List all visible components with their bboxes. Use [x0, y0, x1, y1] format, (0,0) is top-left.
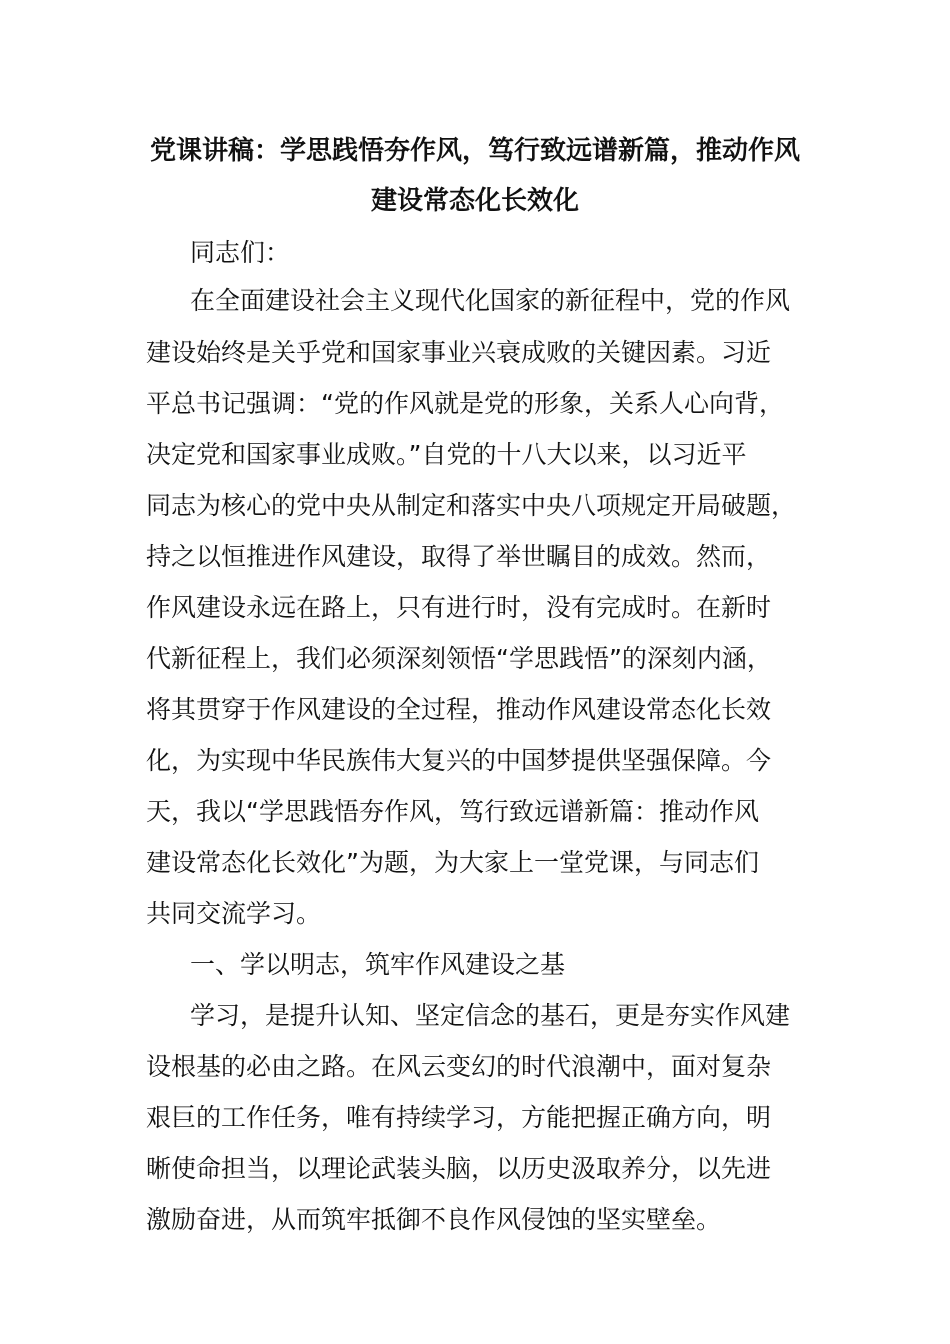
section-1-heading: 一、学以明志，筑牢作风建设之基: [190, 950, 566, 979]
intro-line: 同志为核心的党中央从制定和落实中央八项规定开局破题，: [146, 491, 797, 520]
section-1-line: 学习，是提升认知、坚定信念的基石，更是夯实作风建: [190, 1001, 791, 1030]
intro-line: 作风建设永远在路上，只有进行时，没有完成时。在新时: [146, 593, 772, 622]
intro-line: 共同交流学习。: [146, 899, 322, 928]
document-title-line-2: 建设常态化长效化: [370, 186, 579, 216]
intro-line: 决定党和国家事业成败。”自党的十八大以来，以习近平: [146, 440, 747, 469]
intro-line: 平总书记强调：“党的作风就是党的形象，关系人心向背，: [146, 389, 784, 418]
intro-line: 持之以恒推进作风建设，取得了举世瞩目的成效。然而，: [146, 542, 772, 571]
section-1-line: 设根基的必由之路。在风云变幻的时代浪潮中，面对复杂: [146, 1052, 772, 1081]
section-1-line: 激励奋进，从而筑牢抵御不良作风侵蚀的坚实壁垒。: [146, 1205, 722, 1234]
section-1-line: 艰巨的工作任务，唯有持续学习，方能把握正确方向，明: [146, 1103, 772, 1132]
intro-line: 在全面建设社会主义现代化国家的新征程中，党的作风: [190, 286, 791, 315]
greeting: 同志们：: [190, 238, 291, 267]
intro-line: 建设常态化长效化”为题，为大家上一堂党课，与同志们: [146, 848, 759, 877]
section-1-line: 晰使命担当，以理论武装头脑，以历史汲取养分，以先进: [146, 1154, 772, 1183]
intro-line: 建设始终是关乎党和国家事业兴衰成败的关键因素。习近: [146, 338, 772, 367]
document-title-line-1: 党课讲稿：学思践悟夯作风，笃行致远谱新篇，推动作风: [149, 136, 800, 166]
intro-line: 天，我以“学思践悟夯作风，笃行致远谱新篇：推动作风: [146, 797, 759, 826]
intro-line: 化，为实现中华民族伟大复兴的中国梦提供坚强保障。今: [146, 746, 772, 775]
intro-line: 代新征程上，我们必须深刻领悟“学思践悟”的深刻内涵，: [146, 644, 772, 673]
intro-line: 将其贯穿于作风建设的全过程，推动作风建设常态化长效: [146, 695, 772, 724]
